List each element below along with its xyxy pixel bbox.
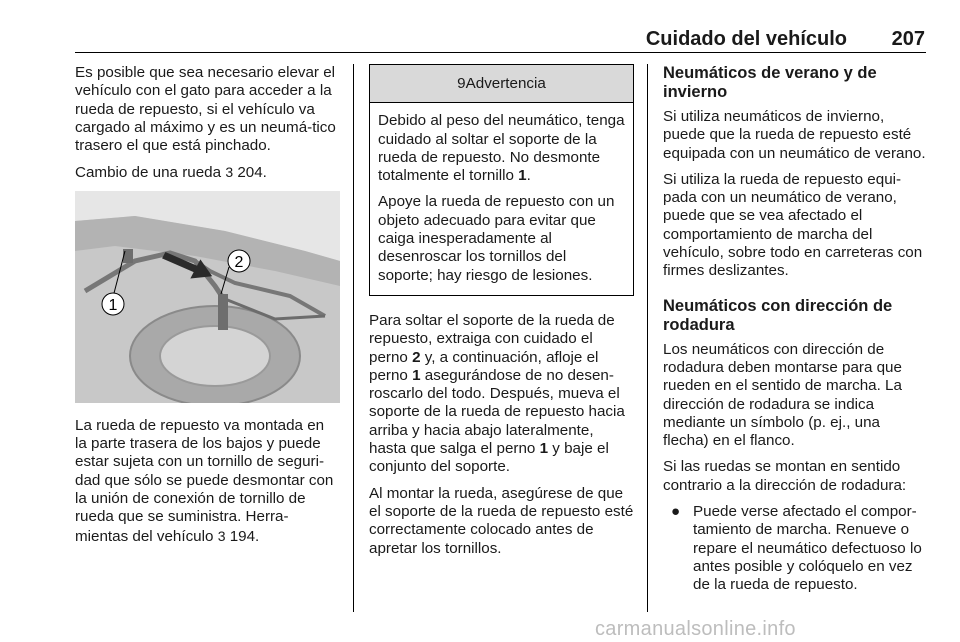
- spare-wheel-illustration: [75, 191, 340, 403]
- column-3: [663, 64, 928, 601]
- paragraph-winter-tyres: Si utiliza neumáticos de invierno, puede que la rueda de repuesto esté equipada con un neumático de verano.: [663, 108, 926, 162]
- paragraph-directional-2: Si las ruedas se montan en sentido contrario a la dirección de rodadura:: [663, 458, 907, 494]
- page-ref-link[interactable]: 204.: [237, 164, 267, 182]
- warning-box: [369, 64, 634, 296]
- column-1: [75, 64, 340, 554]
- paragraph-wheel-change-ref: Cambio de una rueda 3 204.: [75, 164, 267, 182]
- page-ref-arrow-icon: 3: [217, 527, 226, 544]
- warning-triangle-icon: 9: [457, 75, 466, 92]
- page-ref-link[interactable]: 194.: [229, 527, 260, 545]
- warning-title: Advertencia: [465, 75, 546, 92]
- paragraph-spare-location: La rueda de repuesto va montada en la parte trasera de los bajos y puede estar sujeta con un tornillo de seguri-dad que sólo se puede desmontar con la unión de conexión de tornillo de rueda que se suministra. Herra-mientas del vehículo 3 194.: [75, 416, 334, 545]
- warning-header: [370, 65, 633, 103]
- warning-paragraph-1: Debido al peso del neumático, tenga cuidado al soltar el soporte de la rueda de repuesto. No desmonte totalmente el tornillo 1.: [378, 112, 625, 185]
- warning-paragraph-2: Apoye la rueda de repuesto con un objeto adecuado para evitar que caiga inesperadamente al desenroscar los tornillos del soporte; hay riesgo de lesiones.: [378, 193, 615, 284]
- page-ref-arrow-icon: 3: [225, 164, 234, 181]
- column-2: [369, 64, 634, 566]
- page-number: 207: [891, 28, 925, 50]
- bullet-icon: ●: [671, 503, 681, 521]
- paragraph-release-bracket: Para soltar el soporte de la rueda de repuesto, extraiga con cuidado el perno 2 y, a continuación, afloje el perno 1 asegurándose de no desen-roscarlo del todo. Después, mueva el soporte de la rueda de repuesto hacia arriba y hacia abajo lateralmente, hasta que salga el perno 1 y baje el conjunto del soporte.: [369, 311, 625, 476]
- warning-body: [370, 103, 633, 295]
- paragraph-directional-1: Los neumáticos con dirección de rodadura deben montarse para que rueden en el sentido de marcha. La dirección de rodadura se indica mediante un símbolo (p. ej., una flecha) en el flanco.: [663, 340, 902, 450]
- list-item-text: Puede verse afectado el compor-tamiento de marcha. Renueve o repare el neumático defectuoso lo antes posible y colóquelo en vez de la rueda de repuesto.: [693, 503, 922, 594]
- heading-summer-winter-tyres: Neumáticos de verano y de invierno: [663, 64, 877, 101]
- heading-directional-tyres: Neumáticos con dirección de rodadura: [663, 296, 893, 334]
- paragraph-summer-spare: Si utiliza la rueda de repuesto equi-pada con un neumático de verano, puede que se vea afectado el comportamiento de marcha del vehículo, sobre todo en carreteras con firmes deslizantes.: [663, 170, 923, 280]
- header-rule: [75, 52, 926, 53]
- section-title: Cuidado del vehículo: [645, 28, 847, 50]
- paragraph-jack: Es posible que sea necesario elevar el vehículo con el gato para acceder a la rueda de repuesto, si el vehículo va cargado al máximo y es un neumá-tico trasero el que está pinchado.: [75, 64, 336, 155]
- list-item: [663, 503, 928, 594]
- paragraph-mounting: Al montar la rueda, asegúrese de que el soporte de la rueda de repuesto esté correctamente colocado antes de apretar los tornillos.: [369, 484, 634, 557]
- page-header: [75, 28, 925, 52]
- column-divider-2: [647, 64, 648, 612]
- spare-wheel-drawing: [75, 191, 340, 403]
- figure-label-1: 1: [108, 296, 118, 314]
- column-divider-1: [353, 64, 354, 612]
- figure-label-2: 2: [234, 253, 244, 271]
- watermark: carmanualsonline.info: [595, 618, 796, 640]
